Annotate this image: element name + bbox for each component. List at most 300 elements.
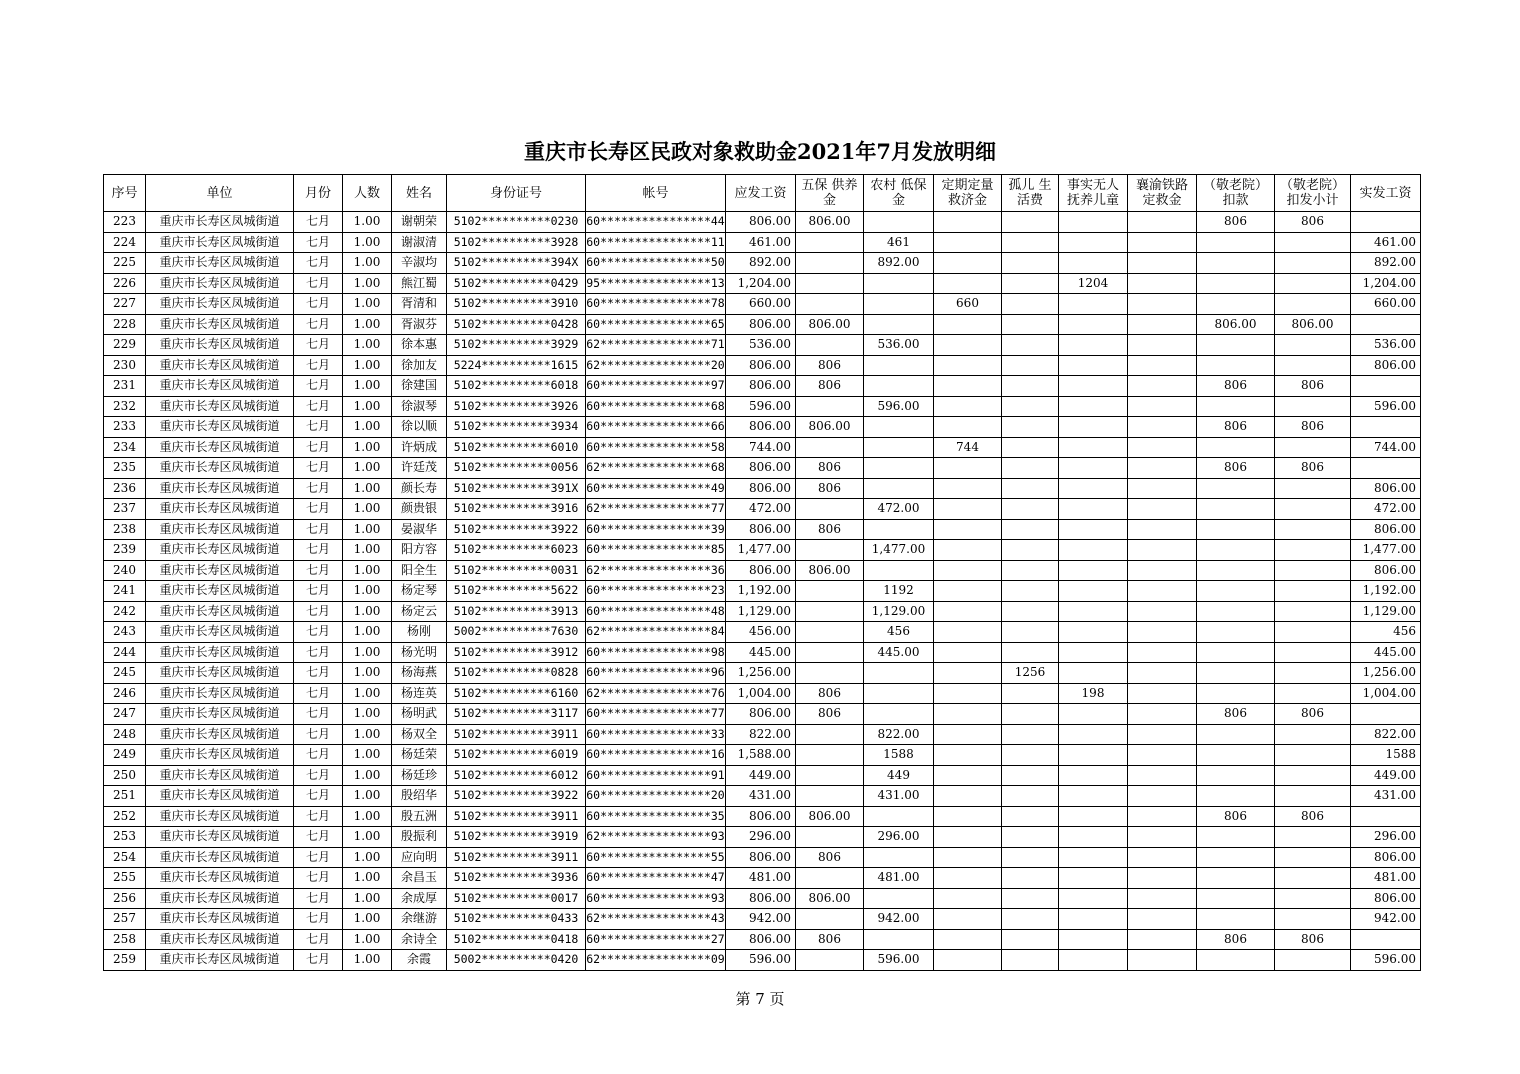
cell-deduction xyxy=(1197,499,1275,520)
table-row xyxy=(104,581,1421,602)
cell-payable: 806.00 xyxy=(726,376,796,397)
cell-wubao xyxy=(796,724,864,745)
cell-account: 60****************96 xyxy=(586,663,726,684)
cell-payable: 806.00 xyxy=(726,417,796,438)
cell-railway xyxy=(1128,314,1197,335)
cell-month: 七月 xyxy=(294,478,343,499)
cell-id-number: 5102**********3916 xyxy=(447,499,586,520)
cell-account: 60****************65 xyxy=(586,314,726,335)
cell-id-number: 5102**********6010 xyxy=(447,437,586,458)
cell-deduction: 806 xyxy=(1197,704,1275,725)
column-header-wubao: 五保 供养金 xyxy=(796,175,864,212)
cell-seq: 245 xyxy=(104,663,146,684)
cell-dibao xyxy=(864,847,934,868)
cell-orphan xyxy=(1002,294,1059,315)
cell-dibao: 1192 xyxy=(864,581,934,602)
cell-month: 七月 xyxy=(294,765,343,786)
cell-name: 殷五洲 xyxy=(392,806,447,827)
column-header-seq: 序号 xyxy=(104,175,146,212)
cell-unsupported-child xyxy=(1059,786,1128,807)
cell-orphan xyxy=(1002,601,1059,622)
cell-net-pay: 1,129.00 xyxy=(1351,601,1421,622)
cell-railway xyxy=(1128,909,1197,930)
cell-seq: 252 xyxy=(104,806,146,827)
cell-net-pay xyxy=(1351,314,1421,335)
cell-deduction-subtotal xyxy=(1275,335,1351,356)
cell-unit: 重庆市长寿区凤城街道 xyxy=(146,929,294,950)
cell-seq: 238 xyxy=(104,519,146,540)
column-header-dingqi: 定期定量 救济金 xyxy=(934,175,1002,212)
cell-orphan xyxy=(1002,827,1059,848)
cell-deduction xyxy=(1197,909,1275,930)
cell-payable: 806.00 xyxy=(726,314,796,335)
cell-payable: 481.00 xyxy=(726,868,796,889)
cell-railway xyxy=(1128,355,1197,376)
cell-id-number: 5102**********3922 xyxy=(447,786,586,807)
table-row xyxy=(104,560,1421,581)
cell-unsupported-child xyxy=(1059,499,1128,520)
table-row xyxy=(104,929,1421,950)
cell-dingqi xyxy=(934,950,1002,971)
cell-net-pay: 1,192.00 xyxy=(1351,581,1421,602)
table-row xyxy=(104,827,1421,848)
cell-seq: 225 xyxy=(104,253,146,274)
cell-id-number: 5102**********3928 xyxy=(447,232,586,253)
cell-payable: 806.00 xyxy=(726,929,796,950)
cell-payable: 1,004.00 xyxy=(726,683,796,704)
cell-unsupported-child xyxy=(1059,396,1128,417)
cell-deduction-subtotal xyxy=(1275,642,1351,663)
cell-wubao: 806.00 xyxy=(796,888,864,909)
cell-id-number: 5102**********6160 xyxy=(447,683,586,704)
cell-month: 七月 xyxy=(294,396,343,417)
cell-count: 1.00 xyxy=(343,376,392,397)
cell-wubao xyxy=(796,765,864,786)
cell-dingqi xyxy=(934,745,1002,766)
cell-net-pay: 806.00 xyxy=(1351,560,1421,581)
cell-wubao xyxy=(796,868,864,889)
cell-dingqi xyxy=(934,601,1002,622)
table-row xyxy=(104,724,1421,745)
cell-month: 七月 xyxy=(294,437,343,458)
cell-deduction xyxy=(1197,683,1275,704)
cell-deduction xyxy=(1197,724,1275,745)
cell-unsupported-child xyxy=(1059,376,1128,397)
cell-deduction xyxy=(1197,294,1275,315)
cell-payable: 596.00 xyxy=(726,950,796,971)
cell-count: 1.00 xyxy=(343,499,392,520)
cell-unsupported-child xyxy=(1059,314,1128,335)
cell-seq: 229 xyxy=(104,335,146,356)
cell-unit: 重庆市长寿区凤城街道 xyxy=(146,724,294,745)
cell-unsupported-child xyxy=(1059,560,1128,581)
cell-dibao: 1,477.00 xyxy=(864,540,934,561)
table-row xyxy=(104,314,1421,335)
cell-count: 1.00 xyxy=(343,335,392,356)
cell-deduction-subtotal xyxy=(1275,232,1351,253)
cell-id-number: 5102**********3919 xyxy=(447,827,586,848)
cell-deduction-subtotal xyxy=(1275,437,1351,458)
cell-orphan xyxy=(1002,212,1059,233)
cell-orphan xyxy=(1002,642,1059,663)
table-row xyxy=(104,765,1421,786)
cell-payable: 806.00 xyxy=(726,478,796,499)
cell-seq: 224 xyxy=(104,232,146,253)
cell-name: 殷绍华 xyxy=(392,786,447,807)
cell-dingqi xyxy=(934,888,1002,909)
cell-month: 七月 xyxy=(294,601,343,622)
cell-wubao xyxy=(796,540,864,561)
cell-orphan xyxy=(1002,396,1059,417)
cell-deduction-subtotal: 806 xyxy=(1275,704,1351,725)
cell-net-pay: 445.00 xyxy=(1351,642,1421,663)
cell-net-pay: 461.00 xyxy=(1351,232,1421,253)
cell-orphan xyxy=(1002,683,1059,704)
cell-payable: 806.00 xyxy=(726,704,796,725)
cell-dingqi xyxy=(934,519,1002,540)
cell-seq: 226 xyxy=(104,273,146,294)
cell-deduction-subtotal: 806.00 xyxy=(1275,314,1351,335)
cell-deduction: 806 xyxy=(1197,417,1275,438)
table-row xyxy=(104,355,1421,376)
table-row xyxy=(104,642,1421,663)
cell-dibao xyxy=(864,519,934,540)
cell-orphan xyxy=(1002,745,1059,766)
cell-deduction xyxy=(1197,560,1275,581)
cell-count: 1.00 xyxy=(343,745,392,766)
cell-id-number: 5102**********3911 xyxy=(447,724,586,745)
cell-unsupported-child: 198 xyxy=(1059,683,1128,704)
cell-unsupported-child xyxy=(1059,437,1128,458)
cell-id-number: 5102**********3912 xyxy=(447,642,586,663)
cell-dibao xyxy=(864,458,934,479)
cell-name: 杨廷荣 xyxy=(392,745,447,766)
cell-count: 1.00 xyxy=(343,601,392,622)
cell-count: 1.00 xyxy=(343,724,392,745)
table-row xyxy=(104,663,1421,684)
cell-month: 七月 xyxy=(294,314,343,335)
cell-unit: 重庆市长寿区凤城街道 xyxy=(146,232,294,253)
cell-name: 余成厚 xyxy=(392,888,447,909)
cell-dibao xyxy=(864,355,934,376)
cell-payable: 822.00 xyxy=(726,724,796,745)
cell-deduction-subtotal: 806 xyxy=(1275,458,1351,479)
cell-account: 60****************39 xyxy=(586,519,726,540)
column-header-name: 姓名 xyxy=(392,175,447,212)
cell-dibao: 461 xyxy=(864,232,934,253)
cell-dibao: 892.00 xyxy=(864,253,934,274)
table-header-row xyxy=(104,175,1421,212)
cell-name: 杨明武 xyxy=(392,704,447,725)
cell-net-pay: 536.00 xyxy=(1351,335,1421,356)
cell-month: 七月 xyxy=(294,827,343,848)
cell-net-pay xyxy=(1351,458,1421,479)
cell-unsupported-child xyxy=(1059,888,1128,909)
cell-orphan xyxy=(1002,355,1059,376)
cell-railway xyxy=(1128,704,1197,725)
cell-deduction xyxy=(1197,642,1275,663)
cell-dibao xyxy=(864,294,934,315)
cell-month: 七月 xyxy=(294,540,343,561)
cell-month: 七月 xyxy=(294,868,343,889)
cell-seq: 248 xyxy=(104,724,146,745)
cell-dingqi xyxy=(934,909,1002,930)
cell-wubao xyxy=(796,663,864,684)
cell-net-pay: 660.00 xyxy=(1351,294,1421,315)
cell-net-pay: 822.00 xyxy=(1351,724,1421,745)
cell-railway xyxy=(1128,827,1197,848)
cell-deduction-subtotal xyxy=(1275,499,1351,520)
column-header-net-pay: 实发工资 xyxy=(1351,175,1421,212)
cell-dingqi: 744 xyxy=(934,437,1002,458)
cell-count: 1.00 xyxy=(343,437,392,458)
cell-name: 杨廷珍 xyxy=(392,765,447,786)
cell-unsupported-child xyxy=(1059,929,1128,950)
cell-unsupported-child xyxy=(1059,478,1128,499)
cell-payable: 806.00 xyxy=(726,560,796,581)
cell-deduction xyxy=(1197,519,1275,540)
cell-wubao: 806.00 xyxy=(796,806,864,827)
cell-count: 1.00 xyxy=(343,950,392,971)
cell-deduction: 806 xyxy=(1197,376,1275,397)
cell-payable: 1,477.00 xyxy=(726,540,796,561)
cell-dibao xyxy=(864,806,934,827)
cell-month: 七月 xyxy=(294,786,343,807)
cell-dibao xyxy=(864,478,934,499)
cell-account: 60****************48 xyxy=(586,601,726,622)
cell-deduction: 806 xyxy=(1197,212,1275,233)
cell-orphan xyxy=(1002,950,1059,971)
cell-dibao: 536.00 xyxy=(864,335,934,356)
cell-unit: 重庆市长寿区凤城街道 xyxy=(146,355,294,376)
cell-deduction xyxy=(1197,253,1275,274)
cell-dingqi xyxy=(934,786,1002,807)
cell-month: 七月 xyxy=(294,273,343,294)
cell-account: 60****************78 xyxy=(586,294,726,315)
cell-wubao: 806 xyxy=(796,478,864,499)
cell-dingqi xyxy=(934,458,1002,479)
cell-wubao xyxy=(796,396,864,417)
cell-month: 七月 xyxy=(294,417,343,438)
cell-id-number: 5102**********0031 xyxy=(447,560,586,581)
cell-wubao: 806.00 xyxy=(796,314,864,335)
cell-unit: 重庆市长寿区凤城街道 xyxy=(146,396,294,417)
cell-name: 余霞 xyxy=(392,950,447,971)
cell-railway xyxy=(1128,745,1197,766)
cell-dibao: 822.00 xyxy=(864,724,934,745)
cell-dibao: 1588 xyxy=(864,745,934,766)
cell-unit: 重庆市长寿区凤城街道 xyxy=(146,499,294,520)
cell-id-number: 5102**********3922 xyxy=(447,519,586,540)
cell-payable: 806.00 xyxy=(726,847,796,868)
cell-net-pay xyxy=(1351,376,1421,397)
cell-deduction xyxy=(1197,355,1275,376)
cell-wubao: 806 xyxy=(796,519,864,540)
cell-deduction-subtotal: 806 xyxy=(1275,806,1351,827)
cell-seq: 246 xyxy=(104,683,146,704)
cell-seq: 258 xyxy=(104,929,146,950)
cell-orphan xyxy=(1002,724,1059,745)
cell-name: 徐本惠 xyxy=(392,335,447,356)
cell-payable: 536.00 xyxy=(726,335,796,356)
cell-deduction-subtotal xyxy=(1275,560,1351,581)
cell-railway xyxy=(1128,724,1197,745)
cell-orphan xyxy=(1002,253,1059,274)
cell-unit: 重庆市长寿区凤城街道 xyxy=(146,683,294,704)
cell-name: 晏淑华 xyxy=(392,519,447,540)
cell-id-number: 5102**********0428 xyxy=(447,314,586,335)
cell-account: 60****************66 xyxy=(586,417,726,438)
cell-net-pay: 1588 xyxy=(1351,745,1421,766)
cell-unsupported-child xyxy=(1059,294,1128,315)
cell-count: 1.00 xyxy=(343,909,392,930)
cell-account: 60****************49 xyxy=(586,478,726,499)
cell-deduction: 806 xyxy=(1197,806,1275,827)
column-header-dibao: 农村 低保金 xyxy=(864,175,934,212)
page-title: 重庆市长寿区民政对象救助金2021年7月发放明细 xyxy=(523,139,997,164)
cell-name: 许炳成 xyxy=(392,437,447,458)
table-row xyxy=(104,253,1421,274)
cell-name: 胥清和 xyxy=(392,294,447,315)
table-row xyxy=(104,212,1421,233)
cell-net-pay: 296.00 xyxy=(1351,827,1421,848)
cell-unsupported-child xyxy=(1059,950,1128,971)
cell-month: 七月 xyxy=(294,335,343,356)
cell-orphan xyxy=(1002,232,1059,253)
cell-id-number: 5102**********3911 xyxy=(447,847,586,868)
cell-unit: 重庆市长寿区凤城街道 xyxy=(146,847,294,868)
cell-account: 60****************35 xyxy=(586,806,726,827)
table-row xyxy=(104,847,1421,868)
cell-dingqi xyxy=(934,663,1002,684)
cell-deduction xyxy=(1197,540,1275,561)
cell-account: 62****************09 xyxy=(586,950,726,971)
cell-payable: 806.00 xyxy=(726,355,796,376)
table-row xyxy=(104,437,1421,458)
cell-dingqi xyxy=(934,827,1002,848)
relief-fund-table xyxy=(103,174,1421,971)
cell-deduction: 806.00 xyxy=(1197,314,1275,335)
cell-net-pay xyxy=(1351,806,1421,827)
cell-wubao: 806 xyxy=(796,847,864,868)
cell-id-number: 5102**********391X xyxy=(447,478,586,499)
cell-orphan xyxy=(1002,273,1059,294)
cell-net-pay: 596.00 xyxy=(1351,950,1421,971)
cell-net-pay xyxy=(1351,212,1421,233)
cell-count: 1.00 xyxy=(343,314,392,335)
cell-orphan xyxy=(1002,540,1059,561)
cell-railway xyxy=(1128,396,1197,417)
cell-name: 徐建国 xyxy=(392,376,447,397)
cell-month: 七月 xyxy=(294,847,343,868)
cell-net-pay: 456 xyxy=(1351,622,1421,643)
cell-railway xyxy=(1128,642,1197,663)
cell-dingqi xyxy=(934,335,1002,356)
cell-deduction-subtotal xyxy=(1275,581,1351,602)
cell-dibao xyxy=(864,704,934,725)
cell-deduction-subtotal: 806 xyxy=(1275,376,1351,397)
cell-unit: 重庆市长寿区凤城街道 xyxy=(146,519,294,540)
table-row xyxy=(104,396,1421,417)
table-row xyxy=(104,417,1421,438)
cell-deduction-subtotal xyxy=(1275,294,1351,315)
cell-id-number: 5002**********7630 xyxy=(447,622,586,643)
cell-deduction xyxy=(1197,950,1275,971)
cell-name: 殷振利 xyxy=(392,827,447,848)
cell-count: 1.00 xyxy=(343,294,392,315)
cell-unsupported-child xyxy=(1059,909,1128,930)
cell-account: 60****************97 xyxy=(586,376,726,397)
cell-month: 七月 xyxy=(294,888,343,909)
cell-count: 1.00 xyxy=(343,642,392,663)
cell-count: 1.00 xyxy=(343,355,392,376)
cell-payable: 1,129.00 xyxy=(726,601,796,622)
cell-unit: 重庆市长寿区凤城街道 xyxy=(146,212,294,233)
cell-seq: 231 xyxy=(104,376,146,397)
cell-wubao xyxy=(796,622,864,643)
cell-deduction-subtotal xyxy=(1275,786,1351,807)
cell-deduction-subtotal xyxy=(1275,396,1351,417)
page-number: 第 7 页 xyxy=(735,990,785,1008)
cell-dingqi xyxy=(934,212,1002,233)
cell-month: 七月 xyxy=(294,294,343,315)
cell-deduction-subtotal xyxy=(1275,765,1351,786)
cell-dingqi xyxy=(934,232,1002,253)
cell-railway xyxy=(1128,847,1197,868)
cell-id-number: 5224**********1615 xyxy=(447,355,586,376)
cell-id-number: 5102**********0230 xyxy=(447,212,586,233)
cell-deduction-subtotal xyxy=(1275,868,1351,889)
cell-net-pay: 1,477.00 xyxy=(1351,540,1421,561)
cell-deduction xyxy=(1197,478,1275,499)
cell-deduction-subtotal: 806 xyxy=(1275,929,1351,950)
cell-wubao: 806 xyxy=(796,929,864,950)
cell-account: 60****************44 xyxy=(586,212,726,233)
cell-month: 七月 xyxy=(294,909,343,930)
cell-name: 熊江蜀 xyxy=(392,273,447,294)
cell-id-number: 5102**********0433 xyxy=(447,909,586,930)
cell-railway xyxy=(1128,868,1197,889)
cell-dibao xyxy=(864,212,934,233)
cell-deduction-subtotal xyxy=(1275,683,1351,704)
table-row xyxy=(104,232,1421,253)
column-header-id-number: 身份证号 xyxy=(447,175,586,212)
cell-name: 杨海燕 xyxy=(392,663,447,684)
cell-wubao xyxy=(796,827,864,848)
table-row xyxy=(104,376,1421,397)
cell-wubao: 806.00 xyxy=(796,417,864,438)
cell-count: 1.00 xyxy=(343,581,392,602)
cell-orphan xyxy=(1002,560,1059,581)
cell-orphan xyxy=(1002,376,1059,397)
cell-account: 60****************91 xyxy=(586,765,726,786)
cell-dibao xyxy=(864,888,934,909)
cell-unsupported-child xyxy=(1059,519,1128,540)
cell-payable: 892.00 xyxy=(726,253,796,274)
cell-wubao xyxy=(796,642,864,663)
cell-unsupported-child: 1204 xyxy=(1059,273,1128,294)
cell-net-pay: 449.00 xyxy=(1351,765,1421,786)
cell-month: 七月 xyxy=(294,724,343,745)
cell-dibao xyxy=(864,929,934,950)
cell-seq: 233 xyxy=(104,417,146,438)
cell-seq: 227 xyxy=(104,294,146,315)
cell-payable: 806.00 xyxy=(726,519,796,540)
cell-unsupported-child xyxy=(1059,417,1128,438)
cell-payable: 660.00 xyxy=(726,294,796,315)
cell-net-pay: 806.00 xyxy=(1351,519,1421,540)
cell-dibao: 596.00 xyxy=(864,396,934,417)
